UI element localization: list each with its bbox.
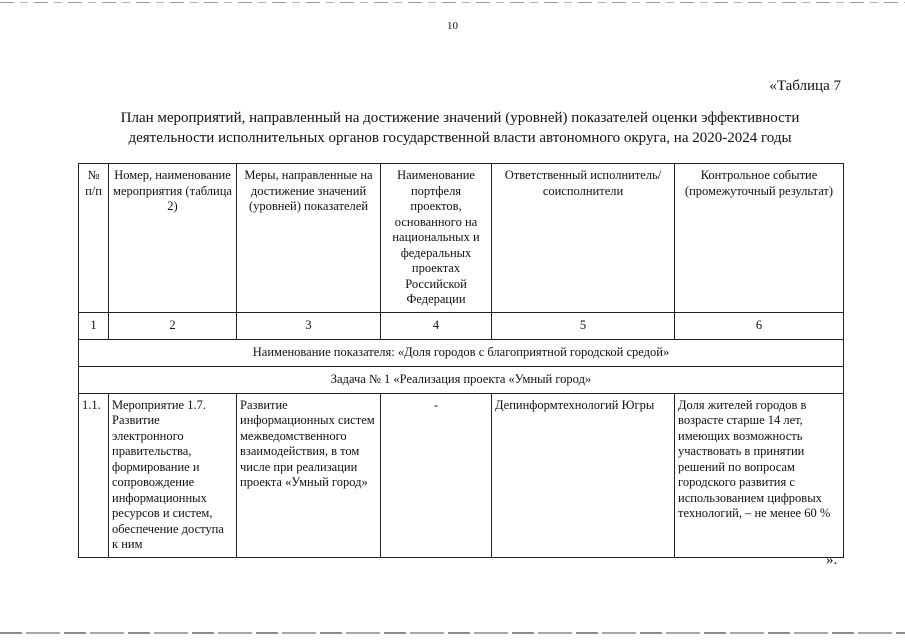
document-title xyxy=(60,108,860,148)
column-number-cell: 6 xyxy=(675,312,844,339)
column-number-cell: 5 xyxy=(492,312,675,339)
title-line-2: деятельности исполнительных органов государственной власти автономного округа, на 2020-2024 годы xyxy=(128,130,792,146)
header-cell-responsible: Ответственный исполнитель/соисполнители xyxy=(492,164,675,313)
indicator-row xyxy=(79,339,844,366)
title-line-1: План мероприятий, направленный на достижение значений (уровней) показателей оценки эффективности xyxy=(120,110,800,126)
closing-quote: ». xyxy=(826,552,838,568)
header-cell-measures: Меры, направленные на достижение значений (уровней) показателей xyxy=(237,164,381,313)
header-cell-portfolio: Наименование портфеля проектов, основанного на национальных и федеральных проектах Российской Федерации xyxy=(381,164,492,313)
table-label: «Таблица 7 xyxy=(769,78,841,94)
event-cell: Мероприятие 1.7. Развитие электронного правительства, формирование и сопровождение информационных ресурсов и систем, обеспечение доступа к ним xyxy=(109,393,237,557)
header-row xyxy=(79,164,844,313)
scan-edge-top xyxy=(0,2,905,3)
table-row xyxy=(79,393,844,557)
page-number: 10 xyxy=(447,20,458,32)
task-row xyxy=(79,366,844,393)
task-cell: Задача № 1 «Реализация проекта «Умный город» xyxy=(79,366,844,393)
column-number-cell: 2 xyxy=(109,312,237,339)
column-number-row xyxy=(79,312,844,339)
column-number-cell: 1 xyxy=(79,312,109,339)
portfolio-cell: - xyxy=(381,393,492,557)
header-cell-control-event: Контрольное событие (промежуточный результат) xyxy=(675,164,844,313)
header-cell-event: Номер, наименование мероприятия (таблица 2) xyxy=(109,164,237,313)
measures-cell: Развитие информационных систем межведомственного взаимодействия, в том числе при реализации проекта «Умный город» xyxy=(237,393,381,557)
plan-table xyxy=(78,163,844,558)
row-number-cell: 1.1. xyxy=(79,393,109,557)
column-number-cell: 4 xyxy=(381,312,492,339)
column-number-cell: 3 xyxy=(237,312,381,339)
scan-edge-bottom xyxy=(0,632,905,634)
indicator-cell: Наименование показателя: «Доля городов с благоприятной городской средой» xyxy=(79,339,844,366)
control-event-cell: Доля жителей городов в возрасте старше 14 лет, имеющих возможность участвовать в принятии решений по вопросам городского развития с использованием цифровых технологий, – не менее 60 % xyxy=(675,393,844,557)
header-cell-number: № п/п xyxy=(79,164,109,313)
responsible-cell: Депинформтехнологий Югры xyxy=(492,393,675,557)
